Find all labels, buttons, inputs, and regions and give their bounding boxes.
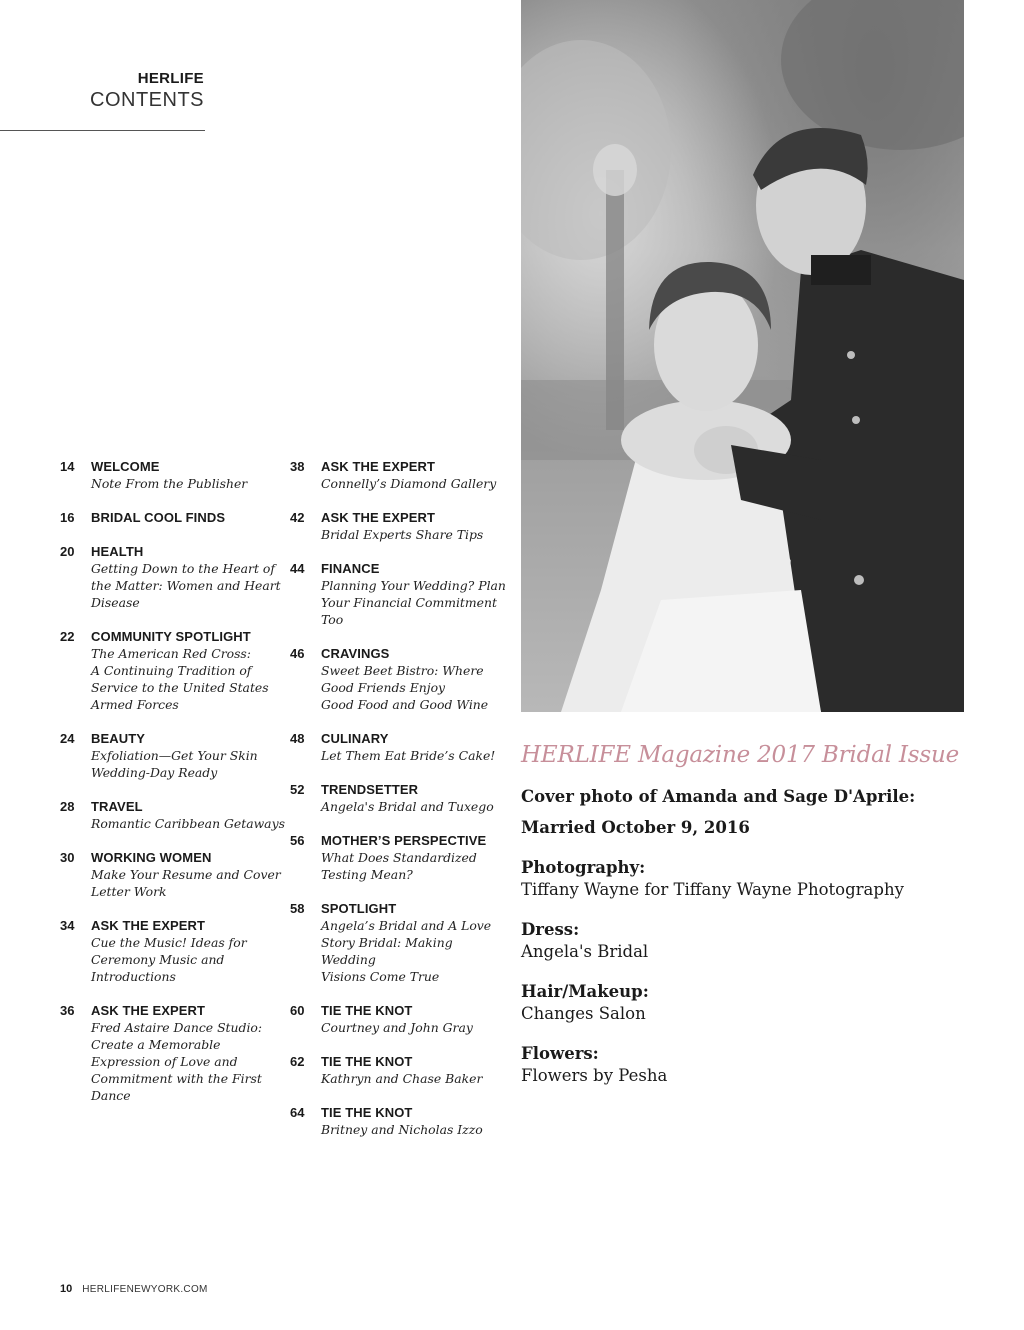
toc-description: Getting Down to the Heart of the Matter: Women and Heart Disease xyxy=(91,561,281,610)
toc-page-number: 22 xyxy=(60,629,75,644)
toc-category: CULINARY xyxy=(321,731,389,746)
section-title: CONTENTS xyxy=(90,89,204,111)
dress-value: Angela's Bridal xyxy=(521,942,649,961)
toc-description: Exfoliation—Get Your Skin Wedding-Day Ready xyxy=(91,748,258,780)
toc-category: COMMUNITY SPOTLIGHT xyxy=(91,629,251,644)
toc-page-number: 20 xyxy=(60,544,75,559)
toc-category: CRAVINGS xyxy=(321,646,390,661)
photography-label: Photography: xyxy=(521,858,646,877)
toc-page-number: 48 xyxy=(290,731,305,746)
toc-entry-body xyxy=(91,730,285,781)
toc-entry[interactable] xyxy=(290,1104,510,1138)
toc-entry[interactable] xyxy=(60,1002,285,1104)
toc-page-number: 62 xyxy=(290,1054,305,1069)
page-footer xyxy=(60,1283,208,1295)
toc-entry-body xyxy=(321,730,510,764)
toc-category: ASK THE EXPERT xyxy=(91,918,206,933)
toc-entry-body xyxy=(91,509,285,526)
toc-entry-body xyxy=(321,781,510,815)
toc-entry[interactable] xyxy=(60,543,285,611)
toc-description: The American Red Cross: A Continuing Tradition of Service to the United States Armed Forces xyxy=(91,646,269,712)
toc-description: Planning Your Wedding? Plan Your Financial Commitment Too xyxy=(321,578,506,627)
toc-entry-body xyxy=(91,1002,285,1104)
toc-entry[interactable] xyxy=(290,781,510,815)
toc-category: TRENDSETTER xyxy=(321,782,419,797)
toc-description: Sweet Beet Bistro: Where Good Friends Enjoy Good Food and Good Wine xyxy=(321,663,489,712)
toc-entry[interactable] xyxy=(290,1002,510,1036)
toc-description: Angela’s Bridal and A Love Story Bridal: Making Wedding Visions Come True xyxy=(321,918,492,984)
toc-page-number: 28 xyxy=(60,799,75,814)
dress-label: Dress: xyxy=(521,920,580,939)
toc-page-number: 34 xyxy=(60,918,75,933)
toc-entry-body xyxy=(91,543,285,611)
toc-entry-body xyxy=(91,798,285,832)
toc-category: TRAVEL xyxy=(91,799,143,814)
toc-column-right xyxy=(290,458,510,1155)
toc-page-number: 30 xyxy=(60,850,75,865)
toc-description: Courtney and John Gray xyxy=(321,1020,473,1035)
toc-description: Cue the Music! Ideas for Ceremony Music and Introductions xyxy=(91,935,247,984)
toc-page-number: 60 xyxy=(290,1003,305,1018)
toc-entry[interactable] xyxy=(60,730,285,781)
toc-page-number: 58 xyxy=(290,901,305,916)
toc-entry-body xyxy=(91,628,285,713)
toc-entry[interactable] xyxy=(290,458,510,492)
toc-page-number: 36 xyxy=(60,1003,75,1018)
toc-page-number: 44 xyxy=(290,561,305,576)
flowers-label: Flowers: xyxy=(521,1044,599,1063)
toc-page-number: 38 xyxy=(290,459,305,474)
page-number: 10 xyxy=(60,1283,73,1295)
toc-description: Let Them Eat Bride’s Cake! xyxy=(321,748,496,763)
toc-category: SPOTLIGHT xyxy=(321,901,397,916)
masthead-divider xyxy=(0,130,205,131)
toc-entry[interactable] xyxy=(60,849,285,900)
toc-description: Make Your Resume and Cover Letter Work xyxy=(91,867,281,899)
toc-page-number: 46 xyxy=(290,646,305,661)
toc-entry-body xyxy=(321,832,510,883)
toc-description: Britney and Nicholas Izzo xyxy=(321,1122,483,1137)
toc-category: BEAUTY xyxy=(91,731,146,746)
toc-page-number: 64 xyxy=(290,1105,305,1120)
toc-page-number: 24 xyxy=(60,731,75,746)
toc-entry[interactable] xyxy=(290,1053,510,1087)
toc-entry[interactable] xyxy=(60,628,285,713)
toc-description: Connelly’s Diamond Gallery xyxy=(321,476,497,491)
toc-category: WELCOME xyxy=(91,459,160,474)
flowers-value: Flowers by Pesha xyxy=(521,1066,668,1085)
toc-entry-body xyxy=(321,1053,510,1087)
toc-entry-body xyxy=(321,1104,510,1138)
toc-description: Romantic Caribbean Getaways xyxy=(91,816,285,831)
toc-entry[interactable] xyxy=(60,798,285,832)
toc-entry-body xyxy=(321,560,510,628)
toc-category: ASK THE EXPERT xyxy=(321,510,436,525)
toc-description: Kathryn and Chase Baker xyxy=(321,1071,483,1086)
toc-description: Note From the Publisher xyxy=(91,476,248,491)
toc-category: FINANCE xyxy=(321,561,380,576)
toc-entry-body xyxy=(321,1002,510,1036)
toc-description: Fred Astaire Dance Studio: Create a Memorable Expression of Love and Commitment with the First Dance xyxy=(91,1020,263,1103)
toc-category: WORKING WOMEN xyxy=(91,850,212,865)
website-link[interactable]: HERLIFENEWYORK.COM xyxy=(82,1284,208,1295)
toc-category: HEALTH xyxy=(91,544,144,559)
toc-entry[interactable] xyxy=(290,645,510,713)
hair-makeup-value: Changes Salon xyxy=(521,1004,646,1023)
toc-page-number: 52 xyxy=(290,782,305,797)
toc-entry[interactable] xyxy=(60,917,285,985)
hair-makeup-label: Hair/Makeup: xyxy=(521,982,649,1001)
cover-photo-heading: Cover photo of Amanda and Sage D'Aprile: xyxy=(521,787,916,806)
toc-entry[interactable] xyxy=(290,832,510,883)
toc-description: Angela's Bridal and Tuxego xyxy=(321,799,494,814)
toc-entry-body xyxy=(91,849,285,900)
toc-description: Bridal Experts Share Tips xyxy=(321,527,484,542)
toc-entry-body xyxy=(321,509,510,543)
masthead xyxy=(90,70,204,112)
toc-category: TIE THE KNOT xyxy=(321,1054,413,1069)
cover-photo xyxy=(521,0,964,712)
toc-entry[interactable] xyxy=(290,509,510,543)
photography-value: Tiffany Wayne for Tiffany Wayne Photography xyxy=(521,880,904,899)
toc-entry-body xyxy=(321,645,510,713)
toc-category: MOTHER’S PERSPECTIVE xyxy=(321,833,487,848)
toc-entry-body xyxy=(321,458,510,492)
toc-page-number: 42 xyxy=(290,510,305,525)
cover-credits xyxy=(521,742,981,1087)
toc-page-number: 56 xyxy=(290,833,305,848)
toc-category: TIE THE KNOT xyxy=(321,1105,413,1120)
toc-entry[interactable] xyxy=(290,730,510,764)
toc-category: ASK THE EXPERT xyxy=(321,459,436,474)
toc-page-number: 16 xyxy=(60,510,75,525)
married-date: Married October 9, 2016 xyxy=(521,818,750,837)
toc-category: BRIDAL COOL FINDS xyxy=(91,510,226,525)
toc-entry[interactable] xyxy=(290,560,510,628)
toc-description: What Does Standardized Testing Mean? xyxy=(321,850,477,882)
toc-column-left xyxy=(60,458,285,1121)
toc-page-number: 14 xyxy=(60,459,75,474)
toc-entry[interactable] xyxy=(290,900,510,985)
toc-entry[interactable] xyxy=(60,458,285,492)
toc-entry-body xyxy=(91,917,285,985)
cover-issue-title: HERLIFE Magazine 2017 Bridal Issue xyxy=(521,742,960,768)
toc-entry-body xyxy=(321,900,510,985)
toc-category: TIE THE KNOT xyxy=(321,1003,413,1018)
toc-entry[interactable] xyxy=(60,509,285,526)
magazine-brand: HERLIFE xyxy=(137,70,204,87)
toc-entry-body xyxy=(91,458,285,492)
toc-category: ASK THE EXPERT xyxy=(91,1003,206,1018)
